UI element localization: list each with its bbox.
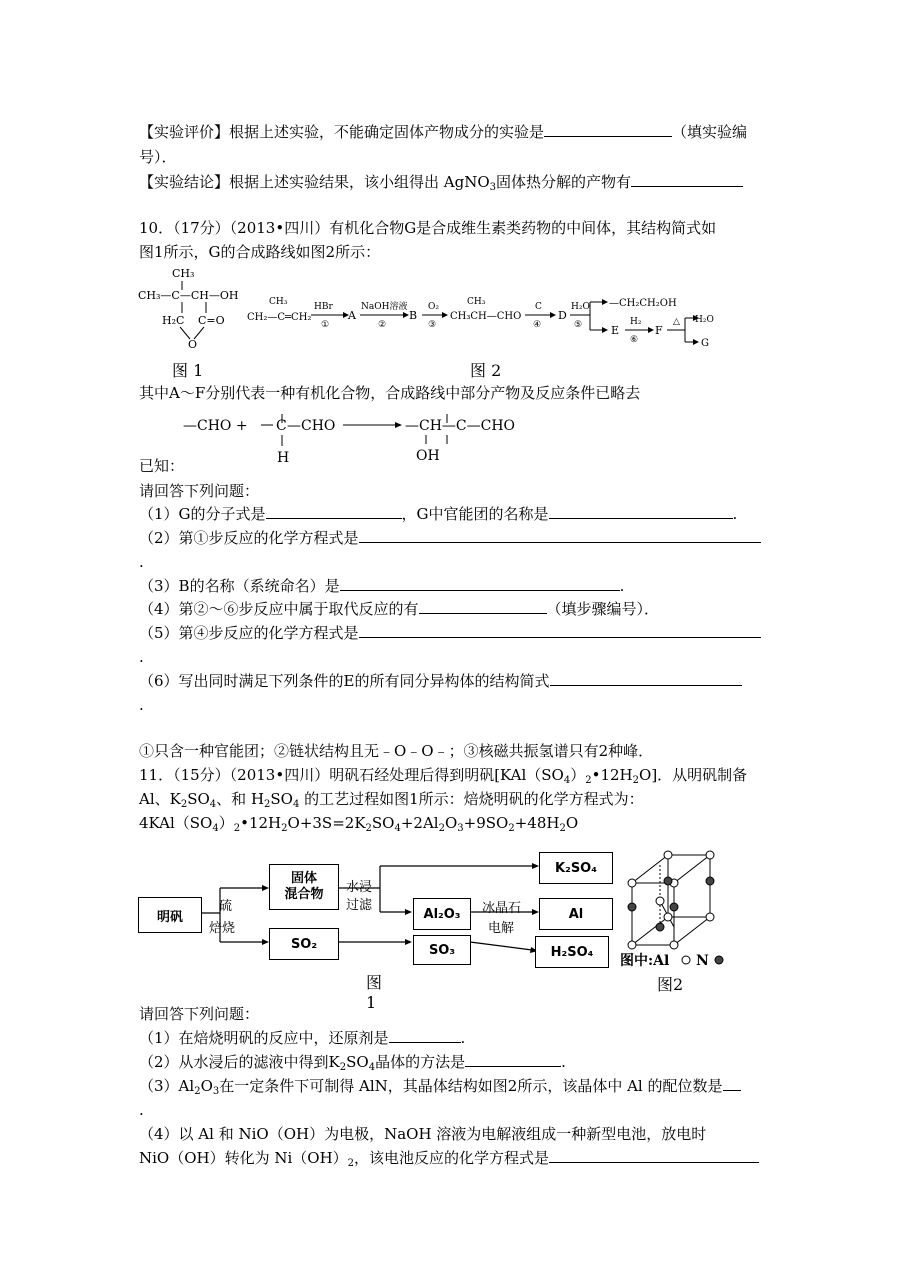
alkene: CH₂—C═CH₂ bbox=[247, 312, 312, 323]
answer-blank[interactable] bbox=[340, 576, 620, 591]
question-10-header-2: 图1所示，G的合成路线如图2所示： bbox=[139, 243, 381, 261]
compound-a: A bbox=[348, 309, 356, 322]
q10-part-5: （5）第④步反应的化学方程式是 bbox=[139, 623, 761, 643]
answer-blank[interactable] bbox=[359, 528, 761, 543]
question-11-header-2: Al、$K_2SO_4$、和 $H_2SO_4$ 的工艺过程如图1所示：焙烧明矾的化学方程式为： bbox=[139, 790, 644, 810]
q10-part-6-end: . bbox=[139, 696, 144, 714]
reagent-h2: H₂ bbox=[630, 317, 642, 327]
box-k2so4: K₂SO₄ bbox=[539, 852, 613, 884]
reagent-c: C bbox=[535, 302, 542, 312]
q10-part-2: （2）第①步反应的化学方程式是 bbox=[139, 528, 761, 548]
known-label: 已知： bbox=[139, 457, 185, 475]
step-1: ① bbox=[321, 320, 330, 330]
alkene-ch3: CH₃ bbox=[269, 297, 288, 307]
box-al2o3: Al₂O₃ bbox=[413, 898, 471, 930]
box-solid-mixture: 固体 混合物 bbox=[269, 864, 339, 910]
figure-2-synthesis-route bbox=[245, 290, 715, 352]
answer-blank[interactable] bbox=[549, 504, 733, 519]
label-roast: 焙烧 bbox=[209, 921, 236, 936]
experiment-conclusion: 【实验结论】根据上述实验结果，该小组得出 AgNO$_3$固体热分解的产物有 bbox=[139, 172, 743, 192]
product-g: G bbox=[701, 338, 709, 349]
q10-part-5-end: . bbox=[139, 648, 144, 666]
crystal-figure-2-caption: 图2 bbox=[657, 975, 684, 994]
answer-blank[interactable] bbox=[419, 599, 547, 614]
label-electrolysis: 电解 bbox=[488, 921, 515, 936]
known-reaction bbox=[183, 410, 523, 466]
isomer-conditions: ①只含一种官能团；②链状结构且无﹣O﹣O﹣；③核磁共振氢谱只有2种峰． bbox=[139, 742, 654, 760]
legend-n: N bbox=[696, 953, 709, 969]
reactant-carbon: C bbox=[276, 418, 287, 434]
box-al: Al bbox=[539, 898, 613, 930]
step-4: ④ bbox=[533, 320, 542, 330]
reactant-aldehyde: —CHO + bbox=[183, 418, 248, 434]
reagent-h2o: H₂O bbox=[571, 302, 590, 312]
step-6: ⑥ bbox=[630, 335, 639, 345]
answer-blank[interactable] bbox=[549, 1148, 759, 1163]
roasting-equation: $4KAl(SO_4)_2•12H_2O+3S=2K_2SO_4+2Al_2O_3+9SO_2+48H_2O$ bbox=[139, 814, 579, 834]
legend-al: 图中:Al bbox=[620, 953, 670, 969]
box-so2: SO₂ bbox=[269, 928, 339, 960]
label-cryolite: 冰晶石 bbox=[482, 901, 522, 916]
label-filter: 过滤 bbox=[346, 898, 373, 913]
mid-aldehyde: CH₃CH—CHO bbox=[450, 311, 522, 322]
figure-1-caption: 图 1 bbox=[172, 361, 204, 380]
answer-blank[interactable] bbox=[631, 172, 743, 187]
answer-blank[interactable] bbox=[550, 671, 742, 686]
q10-part-6: （6）写出同时满足下列条件的E的所有同分异构体的结构简式 bbox=[139, 671, 742, 691]
product-chain: —CH—C—CHO bbox=[405, 418, 516, 434]
g-h2c: H₂C bbox=[162, 314, 185, 327]
reagent-naoh: NaOH溶液 bbox=[361, 302, 408, 312]
q11-part-3-end: . bbox=[139, 1101, 144, 1119]
answer-prompt: 请回答下列问题： bbox=[139, 482, 260, 500]
label-sulfur: 硫 bbox=[219, 899, 233, 914]
heat-symbol: △ bbox=[673, 317, 680, 327]
flow-figure-1-caption: 图1 bbox=[366, 973, 383, 1012]
experiment-evaluation: 【实验评价】根据上述实验，不能确定固体产物成分的实验是 （填实验编 bbox=[139, 123, 748, 141]
answer-blank[interactable] bbox=[389, 1028, 461, 1043]
box-alum: 明矾 bbox=[138, 897, 202, 933]
product-h2o: H₂O bbox=[695, 315, 714, 325]
q11-part-1: （1）在焙烧明矾的反应中，还原剂是 . bbox=[139, 1029, 466, 1047]
answer-blank[interactable] bbox=[723, 1076, 741, 1091]
question-10-header: 10．（17分）（2013•四川）有机化合物G是合成维生素类药物的中间体，其结构简式如 bbox=[139, 219, 717, 237]
step-2: ② bbox=[378, 320, 387, 330]
q10-part-3: （3）B的名称（系统命名）是 . bbox=[139, 577, 625, 595]
q11-part-3: $(3)Al_2O_3$在一定条件下可制得 AlN，其晶体结构如图2所示，该晶体中 Al 的配位数是 bbox=[139, 1076, 741, 1096]
label-water-leach: 水浸 bbox=[346, 880, 373, 895]
q10-part-1: （1）G的分子式是 ，G中官能团的名称是 . bbox=[139, 505, 738, 523]
box-h2so4: H₂SO₄ bbox=[535, 936, 609, 968]
q11-part-4-cont: NiO（OH）转化为 $Ni(OH)_2$，该电池反应的化学方程式是 bbox=[139, 1148, 759, 1168]
answer-blank[interactable] bbox=[359, 623, 761, 638]
q11-prompt: 请回答下列问题： bbox=[139, 1005, 260, 1023]
answer-blank[interactable] bbox=[465, 1052, 561, 1067]
q10-part-4: （4）第②～⑥步反应中属于取代反应的有 （填步骤编号）． bbox=[139, 600, 660, 618]
question-11-header: 11．（15分）（2013•四川）明矾石经处理后得到明矾$[KAl(SO_4)_2•12H_2O]$．从明矾制备 bbox=[139, 766, 748, 786]
figure-2-caption: 图 2 bbox=[470, 361, 502, 380]
g-ch3-top: CH₃ bbox=[172, 267, 195, 280]
experiment-evaluation-cont: 号）． bbox=[139, 148, 177, 166]
q11-part-4: （4）以 Al 和 NiO（OH）为电极，NaOH 溶液为电解液组成一种新型电池，放电时 bbox=[139, 1125, 707, 1143]
route-note: 其中A～F分别代表一种有机化合物，合成路线中部分产物及反应条件已略去 bbox=[139, 384, 641, 402]
ethanol-branch: —CH₂CH₂OH bbox=[609, 298, 677, 309]
answer-blank[interactable] bbox=[544, 122, 672, 137]
figure-1-structure-g bbox=[136, 264, 256, 349]
step-3: ③ bbox=[428, 320, 437, 330]
eval-label: 【实验评价】 bbox=[139, 123, 230, 141]
reagent-o2: O₂ bbox=[428, 302, 439, 312]
g-co: C=O bbox=[198, 314, 225, 327]
box-so3: SO₃ bbox=[413, 935, 471, 965]
figure-2-crystal-structure bbox=[620, 845, 730, 975]
q11-part-2: （2）从水浸后的滤液中得到$K_2SO_4$晶体的方法是 . bbox=[139, 1053, 566, 1073]
compound-e: E bbox=[611, 324, 620, 337]
q10-part-2-end: . bbox=[139, 553, 144, 571]
product-oh: OH bbox=[416, 448, 440, 464]
g-main-chain: CH₃—C—CH—OH bbox=[138, 289, 239, 302]
answer-blank[interactable] bbox=[266, 504, 402, 519]
reagent-hbr: HBr bbox=[314, 302, 333, 312]
compound-d: D bbox=[558, 309, 567, 322]
g-ring-o: O bbox=[188, 338, 198, 349]
step-5: ⑤ bbox=[574, 320, 583, 330]
reactant-aldehyde-2: —CHO bbox=[287, 418, 336, 434]
mid-ch3: CH₃ bbox=[467, 297, 486, 307]
compound-f: F bbox=[655, 324, 663, 337]
reactant-h: H bbox=[277, 450, 290, 466]
compound-b: B bbox=[409, 309, 418, 322]
